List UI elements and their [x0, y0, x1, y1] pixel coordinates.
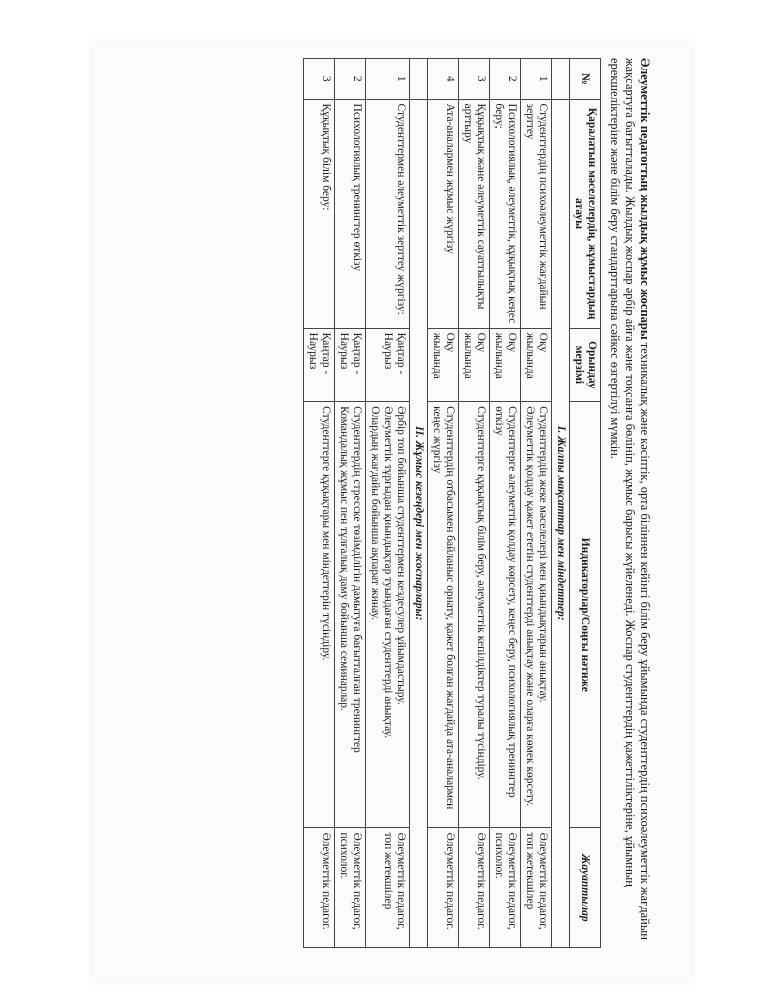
table-row [459, 59, 490, 948]
row-name: Студенттермен әлеуметтік зерттеу жүргізу: [366, 99, 410, 328]
section-title-2: II. Жұмыс кезеңдері мен жоспарлары: [410, 99, 428, 947]
section-title-1: I. Жалпы мақсаттар мен міндеттер: [552, 99, 570, 947]
result-line: Студенттерге әлеуметтік қолдау көрсету, кеңес беру, психологиялық тренингтер өткізу [493, 406, 518, 798]
row-term: Қаңтар - Наурыз [304, 328, 335, 401]
row-number: 2 [335, 59, 366, 100]
result-line: Студенттерге құқықтары мен міндеттерін түсіндіру. [320, 406, 332, 661]
row-name: Ата-аналармен жұмыс жүргізу [428, 99, 459, 328]
result-line: Әрбір топ бойынша студенттермен кездесулер ұйымдастыру. [395, 406, 407, 705]
table-row [428, 59, 459, 948]
row-responsible: Әлеуметтік педагог, топ жетекшілер [366, 828, 410, 948]
row-name: Құқықтық білім беру: [304, 99, 335, 328]
section-row-1 [552, 59, 570, 948]
row-number: 3 [459, 59, 490, 100]
row-results [304, 402, 335, 828]
header-results: Индикаторлар/Соңғы нәтиже [570, 402, 601, 828]
row-results [366, 402, 410, 828]
row-name: Психологиялық, әлеуметтік, құқықтық кеңес беру; [490, 99, 521, 328]
header-number: № [570, 59, 601, 100]
row-name: Психологиялық тренингтер өткізу [335, 99, 366, 328]
row-number: 1 [521, 59, 552, 100]
row-responsible: Әлеуметтік педагог. [304, 828, 335, 948]
table-row [490, 59, 521, 948]
row-term: Оқу жылында [428, 328, 459, 401]
result-line: Студенттердің жеке мәселелері мен қиындықтарын анықтау. [537, 406, 549, 703]
result-line: Студенттердің отбасымен байланыс орнату, қажет болған жағдайда ата-аналармен кеңес жүргізу [431, 406, 456, 810]
row-term: Оқу жылында [459, 328, 490, 401]
table-row [335, 59, 366, 948]
table-header-row [570, 59, 601, 948]
row-responsible: Әлеуметтік педагог. [428, 828, 459, 948]
row-term: Қаңтар - Наурыз [366, 328, 410, 401]
row-number: 4 [428, 59, 459, 100]
result-line: Студенттердің стресске төзімділігін дамытуға бағытталған тренингтер [351, 406, 363, 753]
row-term: Қаңтар - Наурыз [335, 328, 366, 401]
work-plan-table [303, 58, 601, 948]
table-row [521, 59, 552, 948]
row-term: Оқу жылында [490, 328, 521, 401]
header-responsible: Жауаптылар [570, 828, 601, 948]
row-term: Оқу жылында [521, 328, 552, 401]
table-row [304, 59, 335, 948]
section-row-2 [410, 59, 428, 948]
intro-title: Әлеуметтік педагогтың жылдық жұмыс жоспары [638, 58, 652, 340]
row-responsible: Әлеуметтік педагог. [459, 828, 490, 948]
table-row [366, 59, 410, 948]
row-name: Құқықтық және әлеуметтік сауаттылықты арттыру [459, 99, 490, 328]
row-results [490, 402, 521, 828]
row-number: 2 [490, 59, 521, 100]
row-results [335, 402, 366, 828]
result-line: Әлеуметтік тұрғыдан қиындықтар туындаған студенттерді анықтау. [382, 406, 394, 739]
rotated-document [92, 58, 652, 958]
result-line: Әлеуметтік қолдау қажет ететін студенттерді анықтау және оларға көмек көрсету. [524, 406, 536, 807]
intro-paragraph [607, 58, 652, 958]
intro-text: техникалық және кәсіптік, орта біліннен кейінгі білім беру ұйымында студенттердің психоәлеуметтік жағдайын жақсартуға бағытталады. Жылдық жоспар әрбір айға және тоқсанға бөлініп, жұмыс барысы жүйеленеді. Жоспар студенттердің қажеттіліктеріне, ұйымның ерекшеліктеріне және білім беру стандарттарына сәйкес өзгертілуі мүмкін. [608, 58, 652, 940]
row-number: 1 [366, 59, 410, 100]
header-name: Қаралатын мәселелердің, жұмыстардың атауы [570, 99, 601, 328]
result-line: Студенттерге құқықтық білім беру, әлеуметтік кепілдіктер туралы түсіндіру. [475, 406, 487, 780]
row-responsible: Әлеуметтік педагог, психолог. [490, 828, 521, 948]
result-line: Командалық жұмыс пен тұлғалық даму бойынша семинарлар. [338, 406, 350, 711]
header-term: Орындау мерзімі [570, 328, 601, 401]
row-results [521, 402, 552, 828]
result-line: Олардың жағдайы бойынша ақпарат жинау. [369, 406, 381, 621]
row-results [428, 402, 459, 828]
row-results [459, 402, 490, 828]
row-responsible: Әлеуметтік педагог, психолог. [335, 828, 366, 948]
row-name: Студенттердің психоәлеуметтік жағдайын зерттеу [521, 99, 552, 328]
row-responsible: Әлеуметтік педагог, топ жетекшілер [521, 828, 552, 948]
row-number: 3 [304, 59, 335, 100]
